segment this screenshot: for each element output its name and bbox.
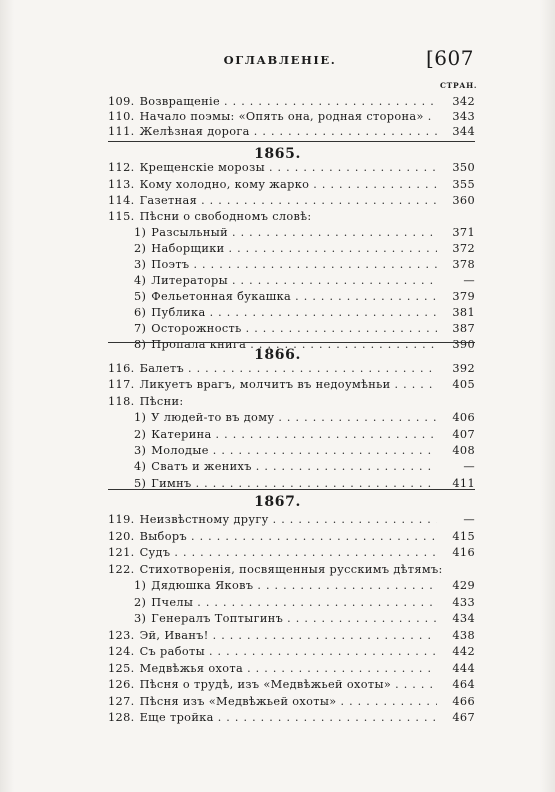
entry-page: 415 bbox=[452, 529, 475, 543]
entry-title: Наборщики bbox=[151, 242, 225, 256]
entry-title: Желѣзная дорога bbox=[139, 125, 250, 139]
dot-leader bbox=[197, 595, 437, 610]
entry-title: Пѣсня о трудѣ, изъ «Медвѣжьей охоты» bbox=[139, 678, 392, 691]
toc-entry bbox=[134, 289, 475, 304]
entry-title: Осторожность bbox=[151, 322, 242, 336]
entry-number: 3) bbox=[134, 258, 147, 272]
entry-title: Ликуетъ врагъ, молчитъ въ недоумѣньи bbox=[139, 378, 391, 392]
dot-leader bbox=[341, 694, 438, 709]
entry-number: 3) bbox=[134, 444, 147, 457]
page-column-label: СТРАН. bbox=[440, 81, 478, 90]
entry-page: 378 bbox=[452, 258, 475, 272]
toc-entry bbox=[134, 257, 475, 272]
entry-title: Генералъ Топтыгинъ bbox=[151, 612, 284, 625]
entry-title: Стихотворенія, посвященныя русскимъ дѣтямъ: bbox=[139, 562, 443, 576]
dot-leader bbox=[395, 377, 437, 392]
entry-page: 411 bbox=[452, 476, 475, 490]
entry-number: 1) bbox=[134, 411, 147, 425]
entry-number: 5) bbox=[134, 290, 147, 304]
entry-page: — bbox=[463, 274, 475, 288]
dot-leader bbox=[395, 677, 437, 692]
entry-number: 7) bbox=[134, 322, 147, 336]
entry-title: Фельетонная букашка bbox=[151, 290, 292, 304]
toc-entry bbox=[134, 273, 475, 288]
entry-title: Катерина bbox=[151, 427, 212, 441]
entry-number: 113. bbox=[108, 178, 135, 192]
dot-leader bbox=[428, 109, 437, 124]
toc-entry bbox=[108, 94, 475, 109]
entry-title: Начало поэмы: «Опять она, родная сторона» bbox=[139, 110, 424, 124]
toc-entry bbox=[134, 427, 475, 442]
toc-entry bbox=[134, 305, 475, 320]
year-heading: 1865. bbox=[254, 146, 301, 162]
toc-entry bbox=[108, 677, 475, 692]
dot-leader bbox=[269, 160, 437, 175]
entry-page: 433 bbox=[452, 595, 475, 609]
entry-page: — bbox=[463, 513, 475, 526]
entry-page: — bbox=[463, 460, 475, 474]
entry-title: Поэтъ bbox=[151, 258, 190, 272]
year-heading: 1867. bbox=[254, 494, 301, 510]
dot-leader bbox=[218, 710, 437, 725]
toc-entry bbox=[108, 109, 475, 124]
entry-title: Дядюшка Яковъ bbox=[151, 579, 254, 592]
entry-page: 444 bbox=[452, 661, 475, 675]
dot-leader bbox=[254, 124, 437, 139]
entry-number: 111. bbox=[108, 125, 135, 139]
dot-leader bbox=[188, 361, 437, 376]
entry-number: 6) bbox=[134, 306, 147, 320]
entry-page: 464 bbox=[452, 678, 475, 691]
entry-page: 342 bbox=[452, 95, 475, 108]
entry-page: 360 bbox=[452, 194, 475, 208]
entry-page: 392 bbox=[452, 362, 475, 375]
entry-title: Литераторы bbox=[151, 274, 228, 288]
entry-title: Балетъ bbox=[139, 362, 184, 375]
entry-page: 405 bbox=[452, 378, 475, 392]
entry-number: 114. bbox=[108, 194, 135, 208]
entry-title: Эй, Иванъ! bbox=[139, 628, 209, 642]
entry-title: У людей-то въ дому bbox=[151, 411, 275, 425]
dot-leader bbox=[213, 628, 437, 643]
dot-leader bbox=[209, 644, 437, 659]
entry-title: Разсыльный bbox=[151, 226, 228, 240]
dot-leader bbox=[216, 427, 437, 442]
entry-page: 372 bbox=[452, 242, 475, 256]
entry-number: 118. bbox=[108, 394, 135, 408]
entry-page: 429 bbox=[452, 579, 475, 592]
entry-number: 125. bbox=[108, 661, 135, 675]
dot-leader bbox=[246, 321, 437, 336]
toc-entry bbox=[134, 410, 475, 425]
entry-number: 121. bbox=[108, 546, 135, 559]
toc-entry bbox=[134, 443, 475, 458]
toc-entry bbox=[108, 710, 475, 725]
entry-title: Пчелы bbox=[151, 595, 194, 609]
dot-leader bbox=[313, 177, 437, 192]
entry-title: Пѣсни: bbox=[139, 394, 184, 408]
dot-leader bbox=[210, 305, 437, 320]
page-header bbox=[0, 46, 555, 70]
entry-number: 1) bbox=[134, 226, 147, 240]
toc-entry bbox=[134, 459, 475, 474]
toc-entry bbox=[108, 529, 475, 544]
dot-leader bbox=[247, 661, 437, 676]
entry-title: Пропала книга bbox=[151, 338, 247, 352]
toc-entry bbox=[108, 394, 475, 409]
entry-title: Сватъ и женихъ bbox=[151, 460, 252, 474]
toc-entry bbox=[108, 361, 475, 376]
entry-number: 122. bbox=[108, 562, 135, 576]
toc-entry bbox=[134, 241, 475, 256]
entry-number: 2) bbox=[134, 242, 147, 256]
entry-number: 116. bbox=[108, 362, 135, 375]
dot-leader bbox=[278, 410, 437, 425]
entry-number: 117. bbox=[108, 378, 135, 392]
section-divider bbox=[108, 141, 475, 142]
page-number: [607 bbox=[426, 46, 474, 70]
entry-page: 390 bbox=[452, 338, 475, 352]
entry-title: Возвращеніе bbox=[139, 95, 221, 108]
dot-leader bbox=[287, 611, 437, 626]
toc-entry bbox=[108, 124, 475, 139]
entry-page: 379 bbox=[452, 290, 475, 304]
toc-entry bbox=[108, 193, 475, 208]
entry-title: Пѣсни о свободномъ словѣ: bbox=[139, 210, 312, 224]
entry-number: 110. bbox=[108, 110, 135, 124]
entry-number: 5) bbox=[134, 476, 147, 490]
toc-entry bbox=[134, 595, 475, 610]
entry-page: 466 bbox=[452, 694, 475, 708]
section-divider bbox=[108, 342, 475, 343]
entry-number: 127. bbox=[108, 694, 135, 708]
section-divider bbox=[108, 489, 475, 490]
entry-page: 371 bbox=[452, 226, 475, 240]
dot-leader bbox=[213, 443, 437, 458]
dot-leader bbox=[257, 578, 437, 593]
dot-leader bbox=[232, 225, 437, 240]
entry-title: Съ работы bbox=[139, 645, 205, 658]
entry-page: 467 bbox=[452, 711, 475, 724]
dot-leader bbox=[229, 241, 438, 256]
entry-title: Еще тройка bbox=[139, 711, 214, 724]
toc-entry bbox=[108, 160, 475, 175]
entry-number: 120. bbox=[108, 529, 135, 543]
entry-number: 1) bbox=[134, 579, 147, 592]
toc-entry bbox=[134, 578, 475, 593]
entry-number: 4) bbox=[134, 460, 147, 474]
toc-entry bbox=[108, 628, 475, 643]
toc-entry bbox=[108, 644, 475, 659]
toc-entry bbox=[108, 661, 475, 676]
entry-number: 8) bbox=[134, 338, 147, 352]
entry-number: 123. bbox=[108, 628, 135, 642]
entry-page: 416 bbox=[452, 546, 475, 559]
entry-title: Пѣсня изъ «Медвѣжьей охоты» bbox=[139, 694, 337, 708]
entry-title: Крещенскіе морозы bbox=[139, 161, 265, 174]
entry-number: 109. bbox=[108, 95, 135, 108]
toc-entry bbox=[108, 694, 475, 709]
entry-number: 3) bbox=[134, 612, 147, 625]
toc-entry bbox=[108, 512, 475, 527]
entry-page: 387 bbox=[452, 322, 475, 336]
entry-page: 407 bbox=[452, 427, 475, 441]
entry-page: 442 bbox=[452, 645, 475, 658]
dot-leader bbox=[224, 94, 437, 109]
entry-page: 381 bbox=[452, 306, 475, 320]
toc-entry bbox=[134, 611, 475, 626]
entry-number: 124. bbox=[108, 645, 135, 658]
entry-page: 343 bbox=[452, 110, 475, 124]
entry-page: 434 bbox=[452, 612, 475, 625]
entry-title: Газетная bbox=[139, 194, 198, 208]
toc-entry bbox=[108, 209, 475, 224]
entry-number: 2) bbox=[134, 595, 147, 609]
entry-number: 126. bbox=[108, 678, 135, 691]
entry-page: 350 bbox=[452, 161, 475, 174]
entry-page: 355 bbox=[452, 178, 475, 192]
entry-number: 115. bbox=[108, 210, 135, 224]
running-title: ОГЛАВЛЕНІЕ. bbox=[223, 53, 337, 67]
entry-title: Выборъ bbox=[139, 529, 187, 543]
year-heading: 1866. bbox=[254, 347, 301, 363]
entry-title: Гимнъ bbox=[151, 476, 192, 490]
dot-leader bbox=[295, 289, 437, 304]
entry-title: Медвѣжья охота bbox=[139, 661, 244, 675]
entry-page: 438 bbox=[452, 628, 475, 642]
entry-title: Молодые bbox=[151, 444, 209, 457]
entry-title: Кому холодно, кому жарко bbox=[139, 178, 310, 192]
dot-leader bbox=[174, 545, 437, 560]
entry-page: 408 bbox=[452, 444, 475, 457]
entry-page: 344 bbox=[452, 125, 475, 139]
toc-entry bbox=[108, 545, 475, 560]
toc-entry bbox=[108, 377, 475, 392]
entry-number: 128. bbox=[108, 711, 135, 724]
entry-page: 406 bbox=[452, 411, 475, 425]
entry-number: 119. bbox=[108, 513, 135, 526]
entry-number: 4) bbox=[134, 274, 147, 288]
dot-leader bbox=[201, 193, 437, 208]
dot-leader bbox=[193, 257, 437, 272]
entry-number: 112. bbox=[108, 161, 135, 174]
dot-leader bbox=[256, 459, 437, 474]
toc-entry bbox=[134, 321, 475, 336]
dot-leader bbox=[232, 273, 437, 288]
entry-number: 2) bbox=[134, 427, 147, 441]
toc-entry bbox=[108, 177, 475, 192]
entry-title: Неизвѣстному другу bbox=[139, 513, 269, 526]
dot-leader bbox=[273, 512, 437, 527]
toc-entry bbox=[134, 225, 475, 240]
toc-entry bbox=[108, 562, 475, 577]
dot-leader bbox=[191, 529, 437, 544]
entry-title: Публика bbox=[151, 306, 206, 320]
entry-title: Судъ bbox=[139, 546, 171, 559]
